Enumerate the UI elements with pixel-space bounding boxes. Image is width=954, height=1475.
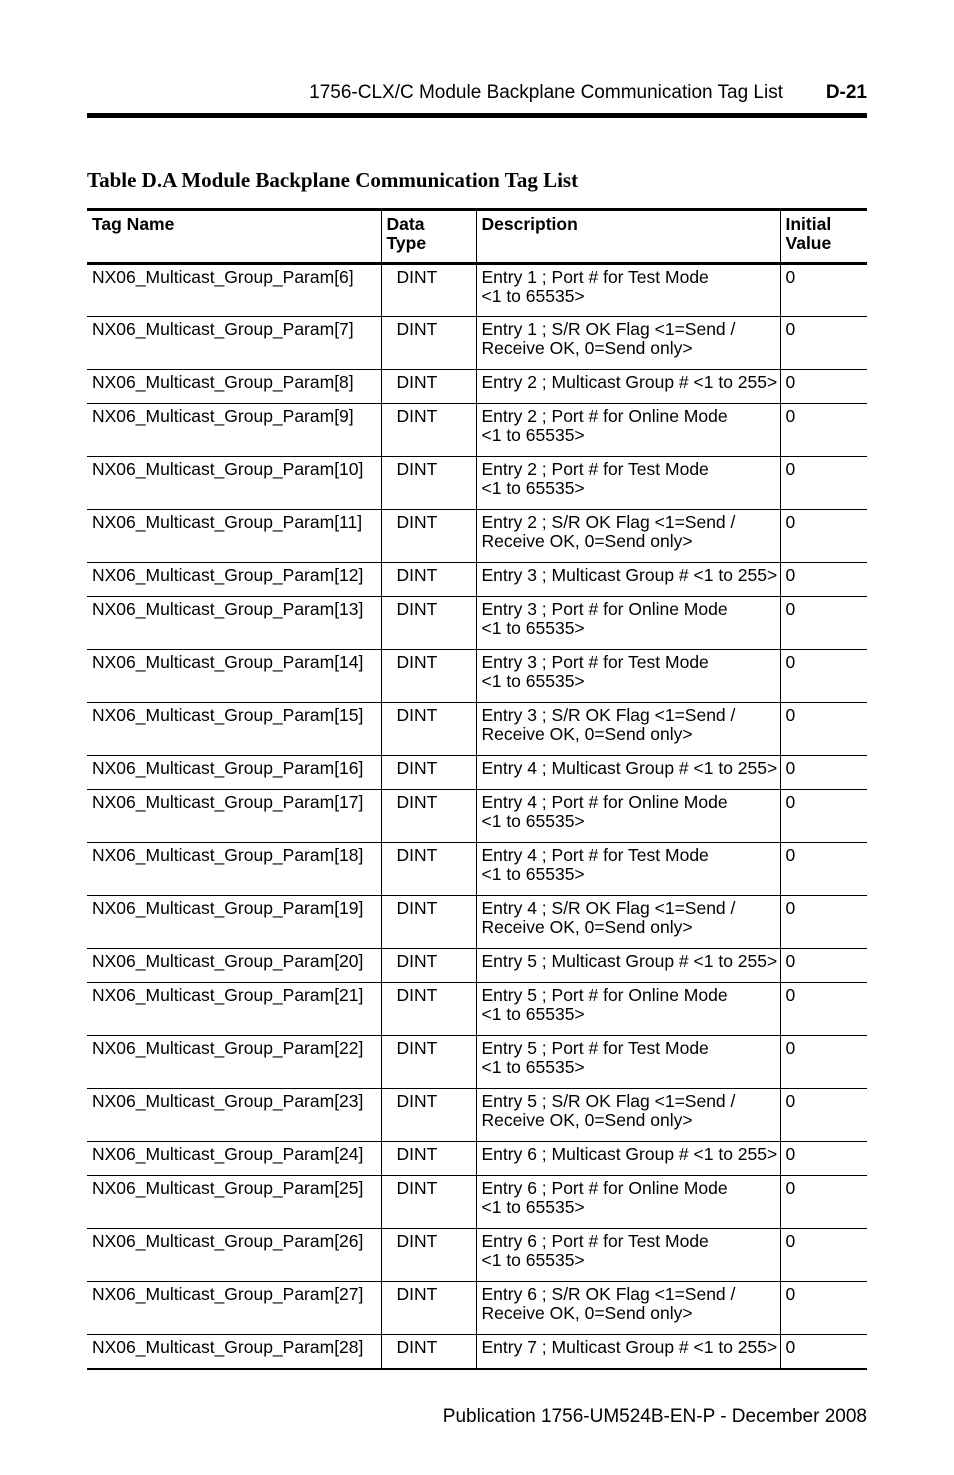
description-line: Entry 5 ; S/R OK Flag <1=Send / [481,1091,736,1111]
cell-data-type: DINT [381,650,476,703]
table-row [87,790,867,843]
cell-data-type: DINT [381,563,476,597]
cell-initial-value: 0 [780,1282,867,1335]
cell-data-type: DINT [381,1282,476,1335]
cell-initial-value: 0 [780,1089,867,1142]
description-line: Receive OK, 0=Send only> [481,1110,693,1130]
cell-data-type: DINT [381,370,476,404]
cell-data-type: DINT [381,1335,476,1369]
cell-initial-value: 0 [780,563,867,597]
cell-tag-name: NX06_Multicast_Group_Param[15] [87,703,381,756]
cell-initial-value: 0 [780,1335,867,1369]
table-row [87,1282,867,1335]
cell-description [476,404,780,457]
cell-description [476,790,780,843]
description-line: <1 to 65535> [481,478,585,498]
cell-description [476,843,780,896]
description-line: Entry 6 ; Port # for Test Mode [481,1231,709,1251]
cell-initial-value: 0 [780,510,867,563]
cell-tag-name: NX06_Multicast_Group_Param[7] [87,317,381,370]
cell-data-type: DINT [381,756,476,790]
cell-initial-value: 0 [780,264,867,317]
description-line: Entry 5 ; Port # for Test Mode [481,1038,709,1058]
cell-initial-value: 0 [780,1229,867,1282]
cell-tag-name: NX06_Multicast_Group_Param[22] [87,1036,381,1089]
cell-description [476,597,780,650]
table-row [87,896,867,949]
description-line: Entry 4 ; S/R OK Flag <1=Send / [481,898,736,918]
description-line: Entry 2 ; Multicast Group # <1 to 255> [481,372,778,392]
description-line: Entry 3 ; Multicast Group # <1 to 255> [481,565,778,585]
description-line: Entry 6 ; Multicast Group # <1 to 255> [481,1144,778,1164]
table-row [87,756,867,790]
cell-tag-name: NX06_Multicast_Group_Param[9] [87,404,381,457]
table-row [87,563,867,597]
page-number: D-21 [825,82,867,103]
column-header-data-type: Data Type [381,210,476,264]
description-line: Receive OK, 0=Send only> [481,1303,693,1323]
table-row [87,370,867,404]
cell-description [476,317,780,370]
cell-description [476,896,780,949]
cell-tag-name: NX06_Multicast_Group_Param[8] [87,370,381,404]
cell-initial-value: 0 [780,370,867,404]
publication-footer: Publication 1756-UM524B-EN-P - December 2008 [442,1406,867,1427]
cell-initial-value: 0 [780,983,867,1036]
cell-tag-name: NX06_Multicast_Group_Param[16] [87,756,381,790]
cell-description [476,983,780,1036]
cell-data-type: DINT [381,597,476,650]
cell-data-type: DINT [381,1036,476,1089]
cell-data-type: DINT [381,896,476,949]
page-header [87,80,867,106]
cell-data-type: DINT [381,790,476,843]
description-line: <1 to 65535> [481,864,585,884]
cell-initial-value: 0 [780,703,867,756]
cell-description [476,949,780,983]
cell-initial-value: 0 [780,404,867,457]
table-row [87,317,867,370]
table-row [87,264,867,317]
cell-initial-value: 0 [780,1176,867,1229]
cell-data-type: DINT [381,1229,476,1282]
cell-initial-value: 0 [780,1142,867,1176]
cell-tag-name: NX06_Multicast_Group_Param[27] [87,1282,381,1335]
cell-data-type: DINT [381,1089,476,1142]
cell-description [476,650,780,703]
table-body [87,264,867,1369]
table-row [87,1335,867,1369]
cell-data-type: DINT [381,404,476,457]
cell-data-type: DINT [381,843,476,896]
cell-description [476,1176,780,1229]
cell-description [476,1036,780,1089]
description-line: <1 to 65535> [481,425,585,445]
cell-data-type: DINT [381,1142,476,1176]
description-line: <1 to 65535> [481,671,585,691]
cell-description [476,703,780,756]
description-line: Entry 7 ; Multicast Group # <1 to 255> [481,1337,778,1357]
description-line: <1 to 65535> [481,1250,585,1270]
cell-description [476,1142,780,1176]
cell-initial-value: 0 [780,896,867,949]
description-line: Entry 2 ; S/R OK Flag <1=Send / [481,512,736,532]
table-row [87,949,867,983]
cell-data-type: DINT [381,983,476,1036]
description-line: <1 to 65535> [481,1057,585,1077]
cell-initial-value: 0 [780,650,867,703]
description-line: Entry 6 ; S/R OK Flag <1=Send / [481,1284,736,1304]
cell-tag-name: NX06_Multicast_Group_Param[14] [87,650,381,703]
cell-initial-value: 0 [780,790,867,843]
description-line: <1 to 65535> [481,1197,585,1217]
cell-description [476,1282,780,1335]
cell-description [476,756,780,790]
cell-initial-value: 0 [780,457,867,510]
table-row [87,1142,867,1176]
description-line: Entry 1 ; Port # for Test Mode [481,267,709,287]
table-caption: Table D.A Module Backplane Communication Tag List [87,168,579,192]
cell-initial-value: 0 [780,756,867,790]
table-row [87,650,867,703]
description-line: <1 to 65535> [481,811,585,831]
cell-tag-name: NX06_Multicast_Group_Param[17] [87,790,381,843]
cell-tag-name: NX06_Multicast_Group_Param[10] [87,457,381,510]
cell-description [476,457,780,510]
cell-initial-value: 0 [780,1036,867,1089]
table-row [87,457,867,510]
description-line: Entry 4 ; Port # for Online Mode [481,792,728,812]
cell-description [476,510,780,563]
description-line: Entry 5 ; Multicast Group # <1 to 255> [481,951,778,971]
column-header-tag-name: Tag Name [87,210,381,264]
description-line: Receive OK, 0=Send only> [481,338,693,358]
cell-description [476,264,780,317]
cell-data-type: DINT [381,949,476,983]
cell-data-type: DINT [381,510,476,563]
table-row [87,1176,867,1229]
description-line: Entry 1 ; S/R OK Flag <1=Send / [481,319,736,339]
cell-description [476,1229,780,1282]
description-line: Entry 3 ; Port # for Online Mode [481,599,728,619]
cell-initial-value: 0 [780,597,867,650]
description-line: Entry 3 ; Port # for Test Mode [481,652,709,672]
cell-tag-name: NX06_Multicast_Group_Param[11] [87,510,381,563]
column-header-initial-value: Initial Value [780,210,867,264]
description-line: Entry 5 ; Port # for Online Mode [481,985,728,1005]
header-title: 1756-CLX/C Module Backplane Communication Tag List [309,82,783,103]
description-line: Entry 3 ; S/R OK Flag <1=Send / [481,705,736,725]
description-line: Entry 2 ; Port # for Test Mode [481,459,709,479]
cell-data-type: DINT [381,1176,476,1229]
cell-description [476,1089,780,1142]
cell-description [476,563,780,597]
description-line: Entry 4 ; Multicast Group # <1 to 255> [481,758,778,778]
description-line: Entry 6 ; Port # for Online Mode [481,1178,728,1198]
column-header-description: Description [476,210,780,264]
cell-tag-name: NX06_Multicast_Group_Param[13] [87,597,381,650]
description-line: <1 to 65535> [481,618,585,638]
cell-tag-name: NX06_Multicast_Group_Param[28] [87,1335,381,1369]
cell-description [476,1335,780,1369]
cell-tag-name: NX06_Multicast_Group_Param[24] [87,1142,381,1176]
table-row [87,597,867,650]
table-row [87,1229,867,1282]
description-line: <1 to 65535> [481,286,585,306]
description-line: <1 to 65535> [481,1004,585,1024]
table-row [87,843,867,896]
cell-data-type: DINT [381,317,476,370]
cell-tag-name: NX06_Multicast_Group_Param[23] [87,1089,381,1142]
table-row [87,404,867,457]
cell-initial-value: 0 [780,317,867,370]
cell-tag-name: NX06_Multicast_Group_Param[20] [87,949,381,983]
table-row [87,983,867,1036]
description-line: Entry 4 ; Port # for Test Mode [481,845,709,865]
cell-data-type: DINT [381,703,476,756]
cell-tag-name: NX06_Multicast_Group_Param[25] [87,1176,381,1229]
cell-tag-name: NX06_Multicast_Group_Param[19] [87,896,381,949]
cell-initial-value: 0 [780,949,867,983]
description-line: Receive OK, 0=Send only> [481,724,693,744]
description-line: Receive OK, 0=Send only> [481,917,693,937]
cell-description [476,370,780,404]
cell-initial-value: 0 [780,843,867,896]
description-line: Entry 2 ; Port # for Online Mode [481,406,728,426]
cell-data-type: DINT [381,264,476,317]
cell-tag-name: NX06_Multicast_Group_Param[21] [87,983,381,1036]
description-line: Receive OK, 0=Send only> [481,531,693,551]
cell-tag-name: NX06_Multicast_Group_Param[6] [87,264,381,317]
table-row [87,510,867,563]
table-row [87,703,867,756]
table-row [87,1036,867,1089]
header-rule [87,113,867,118]
table-row [87,1089,867,1142]
table-header-row [87,210,867,264]
cell-data-type: DINT [381,457,476,510]
cell-tag-name: NX06_Multicast_Group_Param[18] [87,843,381,896]
cell-tag-name: NX06_Multicast_Group_Param[12] [87,563,381,597]
tag-list-table [87,208,867,1370]
cell-tag-name: NX06_Multicast_Group_Param[26] [87,1229,381,1282]
